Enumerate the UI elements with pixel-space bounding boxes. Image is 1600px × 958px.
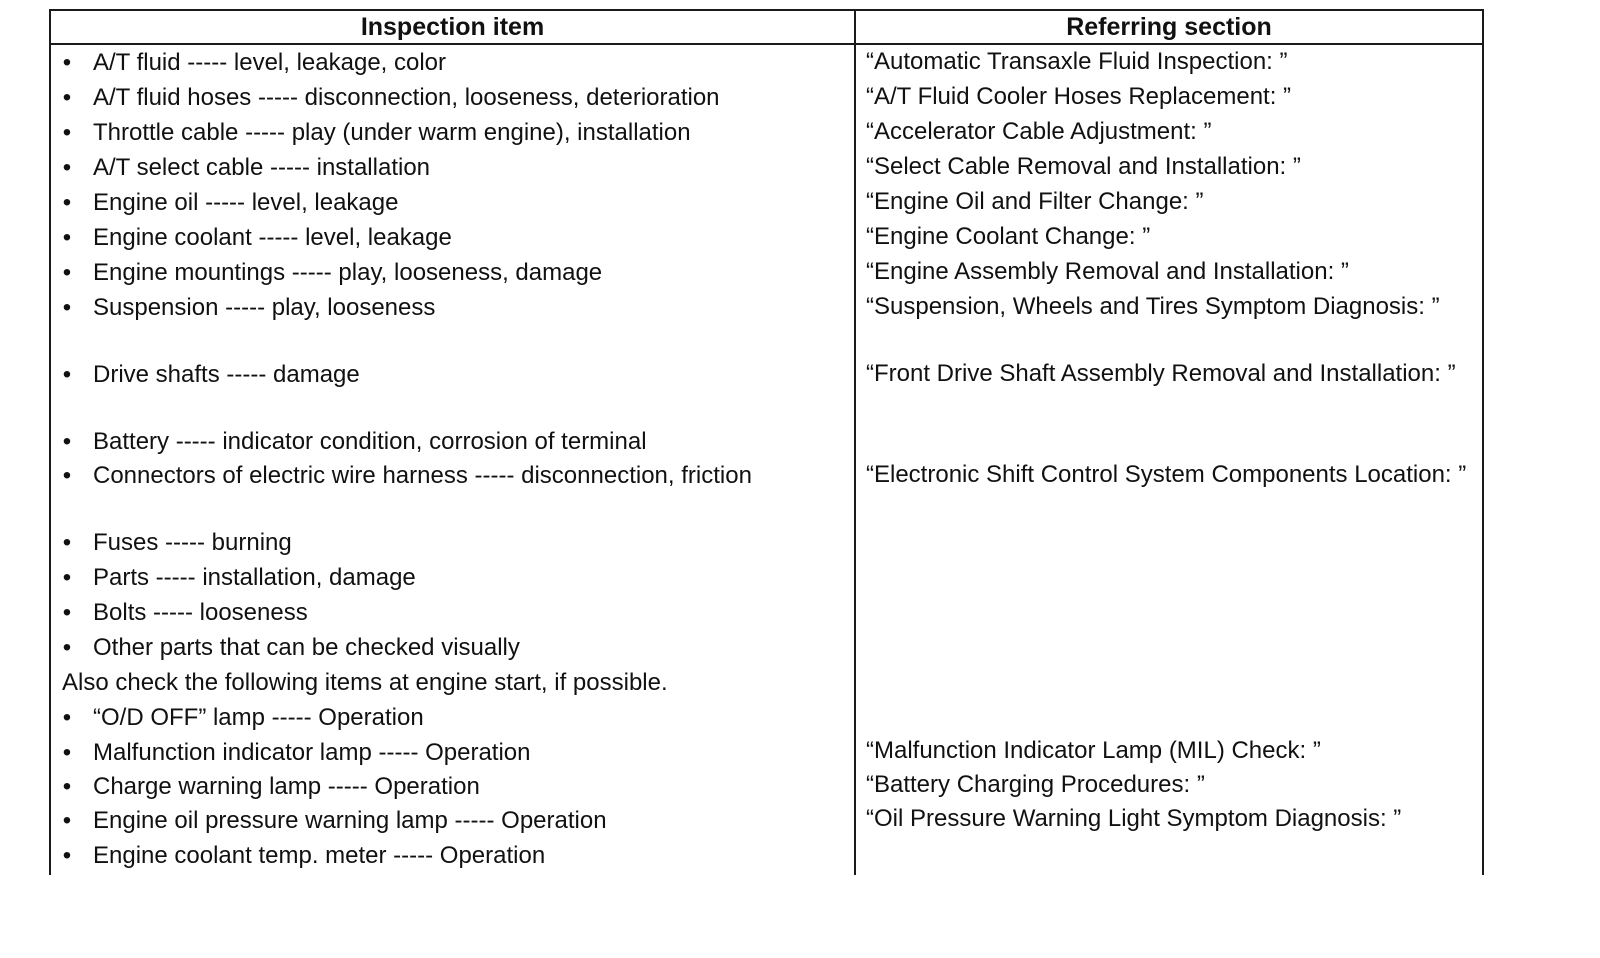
referring-section: “Engine Oil and Filter Change: ” <box>866 188 1204 215</box>
inspection-item-text: A/T fluid ----- level, leakage, color <box>93 49 447 76</box>
referring-section: “Malfunction Indicator Lamp (MIL) Check: ” <box>866 737 1321 764</box>
bullet-icon: • <box>62 462 72 489</box>
bullet-icon: • <box>62 564 72 591</box>
bullet-icon: • <box>62 704 72 731</box>
referring-section: “Oil Pressure Warning Light Symptom Diagnosis: ” <box>866 805 1402 832</box>
inspection-item-text: Engine oil pressure warning lamp ----- Operation <box>93 807 607 834</box>
bullet-icon: • <box>62 428 72 455</box>
bullet-icon: • <box>62 739 72 766</box>
bullet-icon: • <box>62 842 72 869</box>
referring-section: “Automatic Transaxle Fluid Inspection: ” <box>866 48 1288 75</box>
bullet-icon: • <box>62 119 72 146</box>
bullet-icon: • <box>62 773 72 800</box>
inspection-item-text: Other parts that can be checked visually <box>93 634 520 661</box>
inspection-item-text: Charge warning lamp ----- Operation <box>93 773 480 800</box>
inspection-item-text: Battery ----- indicator condition, corrosion of terminal <box>93 428 647 455</box>
bullet-icon: • <box>62 361 72 388</box>
table-header-row <box>51 11 1482 45</box>
inspection-item-text: Engine oil ----- level, leakage <box>93 189 399 216</box>
bullet-icon: • <box>62 294 72 321</box>
referring-section: “Battery Charging Procedures: ” <box>866 771 1205 798</box>
inspection-item-text: Throttle cable ----- play (under warm engine), installation <box>93 119 691 146</box>
bullet-icon: • <box>62 259 72 286</box>
inspection-item-text: A/T fluid hoses ----- disconnection, looseness, deterioration <box>93 84 720 111</box>
referring-section: “A/T Fluid Cooler Hoses Replacement: ” <box>866 83 1292 110</box>
referring-section: “Electronic Shift Control System Components Location: ” <box>866 461 1467 488</box>
bullet-icon: • <box>62 49 72 76</box>
inspection-item-text: Parts ----- installation, damage <box>93 564 416 591</box>
inspection-item-text: Malfunction indicator lamp ----- Operation <box>93 739 531 766</box>
engine-start-note: Also check the following items at engine start, if possible. <box>62 669 668 696</box>
column-divider <box>854 11 856 875</box>
inspection-table <box>49 9 1484 875</box>
bullet-icon: • <box>62 84 72 111</box>
referring-section: “Engine Coolant Change: ” <box>866 223 1151 250</box>
header-referring-section: Referring section <box>1066 13 1272 41</box>
referring-section: “Front Drive Shaft Assembly Removal and Installation: ” <box>866 360 1456 387</box>
inspection-item-text: Engine coolant temp. meter ----- Operation <box>93 842 546 869</box>
inspection-item-text: Drive shafts ----- damage <box>93 361 360 388</box>
bullet-icon: • <box>62 224 72 251</box>
referring-section: “Engine Assembly Removal and Installation: ” <box>866 258 1349 285</box>
bullet-icon: • <box>62 529 72 556</box>
bullet-icon: • <box>62 154 72 181</box>
bullet-icon: • <box>62 599 72 626</box>
inspection-item-text: A/T select cable ----- installation <box>93 154 431 181</box>
inspection-item-text: Engine coolant ----- level, leakage <box>93 224 452 251</box>
referring-section: “Suspension, Wheels and Tires Symptom Diagnosis: ” <box>866 293 1440 320</box>
referring-section: “Select Cable Removal and Installation: ” <box>866 153 1301 180</box>
header-inspection-item: Inspection item <box>360 13 545 41</box>
inspection-item-text: “O/D OFF” lamp ----- Operation <box>93 704 424 731</box>
inspection-item-text: Connectors of electric wire harness ----- disconnection, friction <box>93 462 752 489</box>
inspection-item-text: Fuses ----- burning <box>93 529 292 556</box>
bullet-icon: • <box>62 634 72 661</box>
bullet-icon: • <box>62 189 72 216</box>
inspection-item-text: Bolts ----- looseness <box>93 599 308 626</box>
inspection-item-text: Engine mountings ----- play, looseness, damage <box>93 259 603 286</box>
inspection-item-text: Suspension ----- play, looseness <box>93 294 436 321</box>
bullet-icon: • <box>62 807 72 834</box>
referring-section: “Accelerator Cable Adjustment: ” <box>866 118 1212 145</box>
